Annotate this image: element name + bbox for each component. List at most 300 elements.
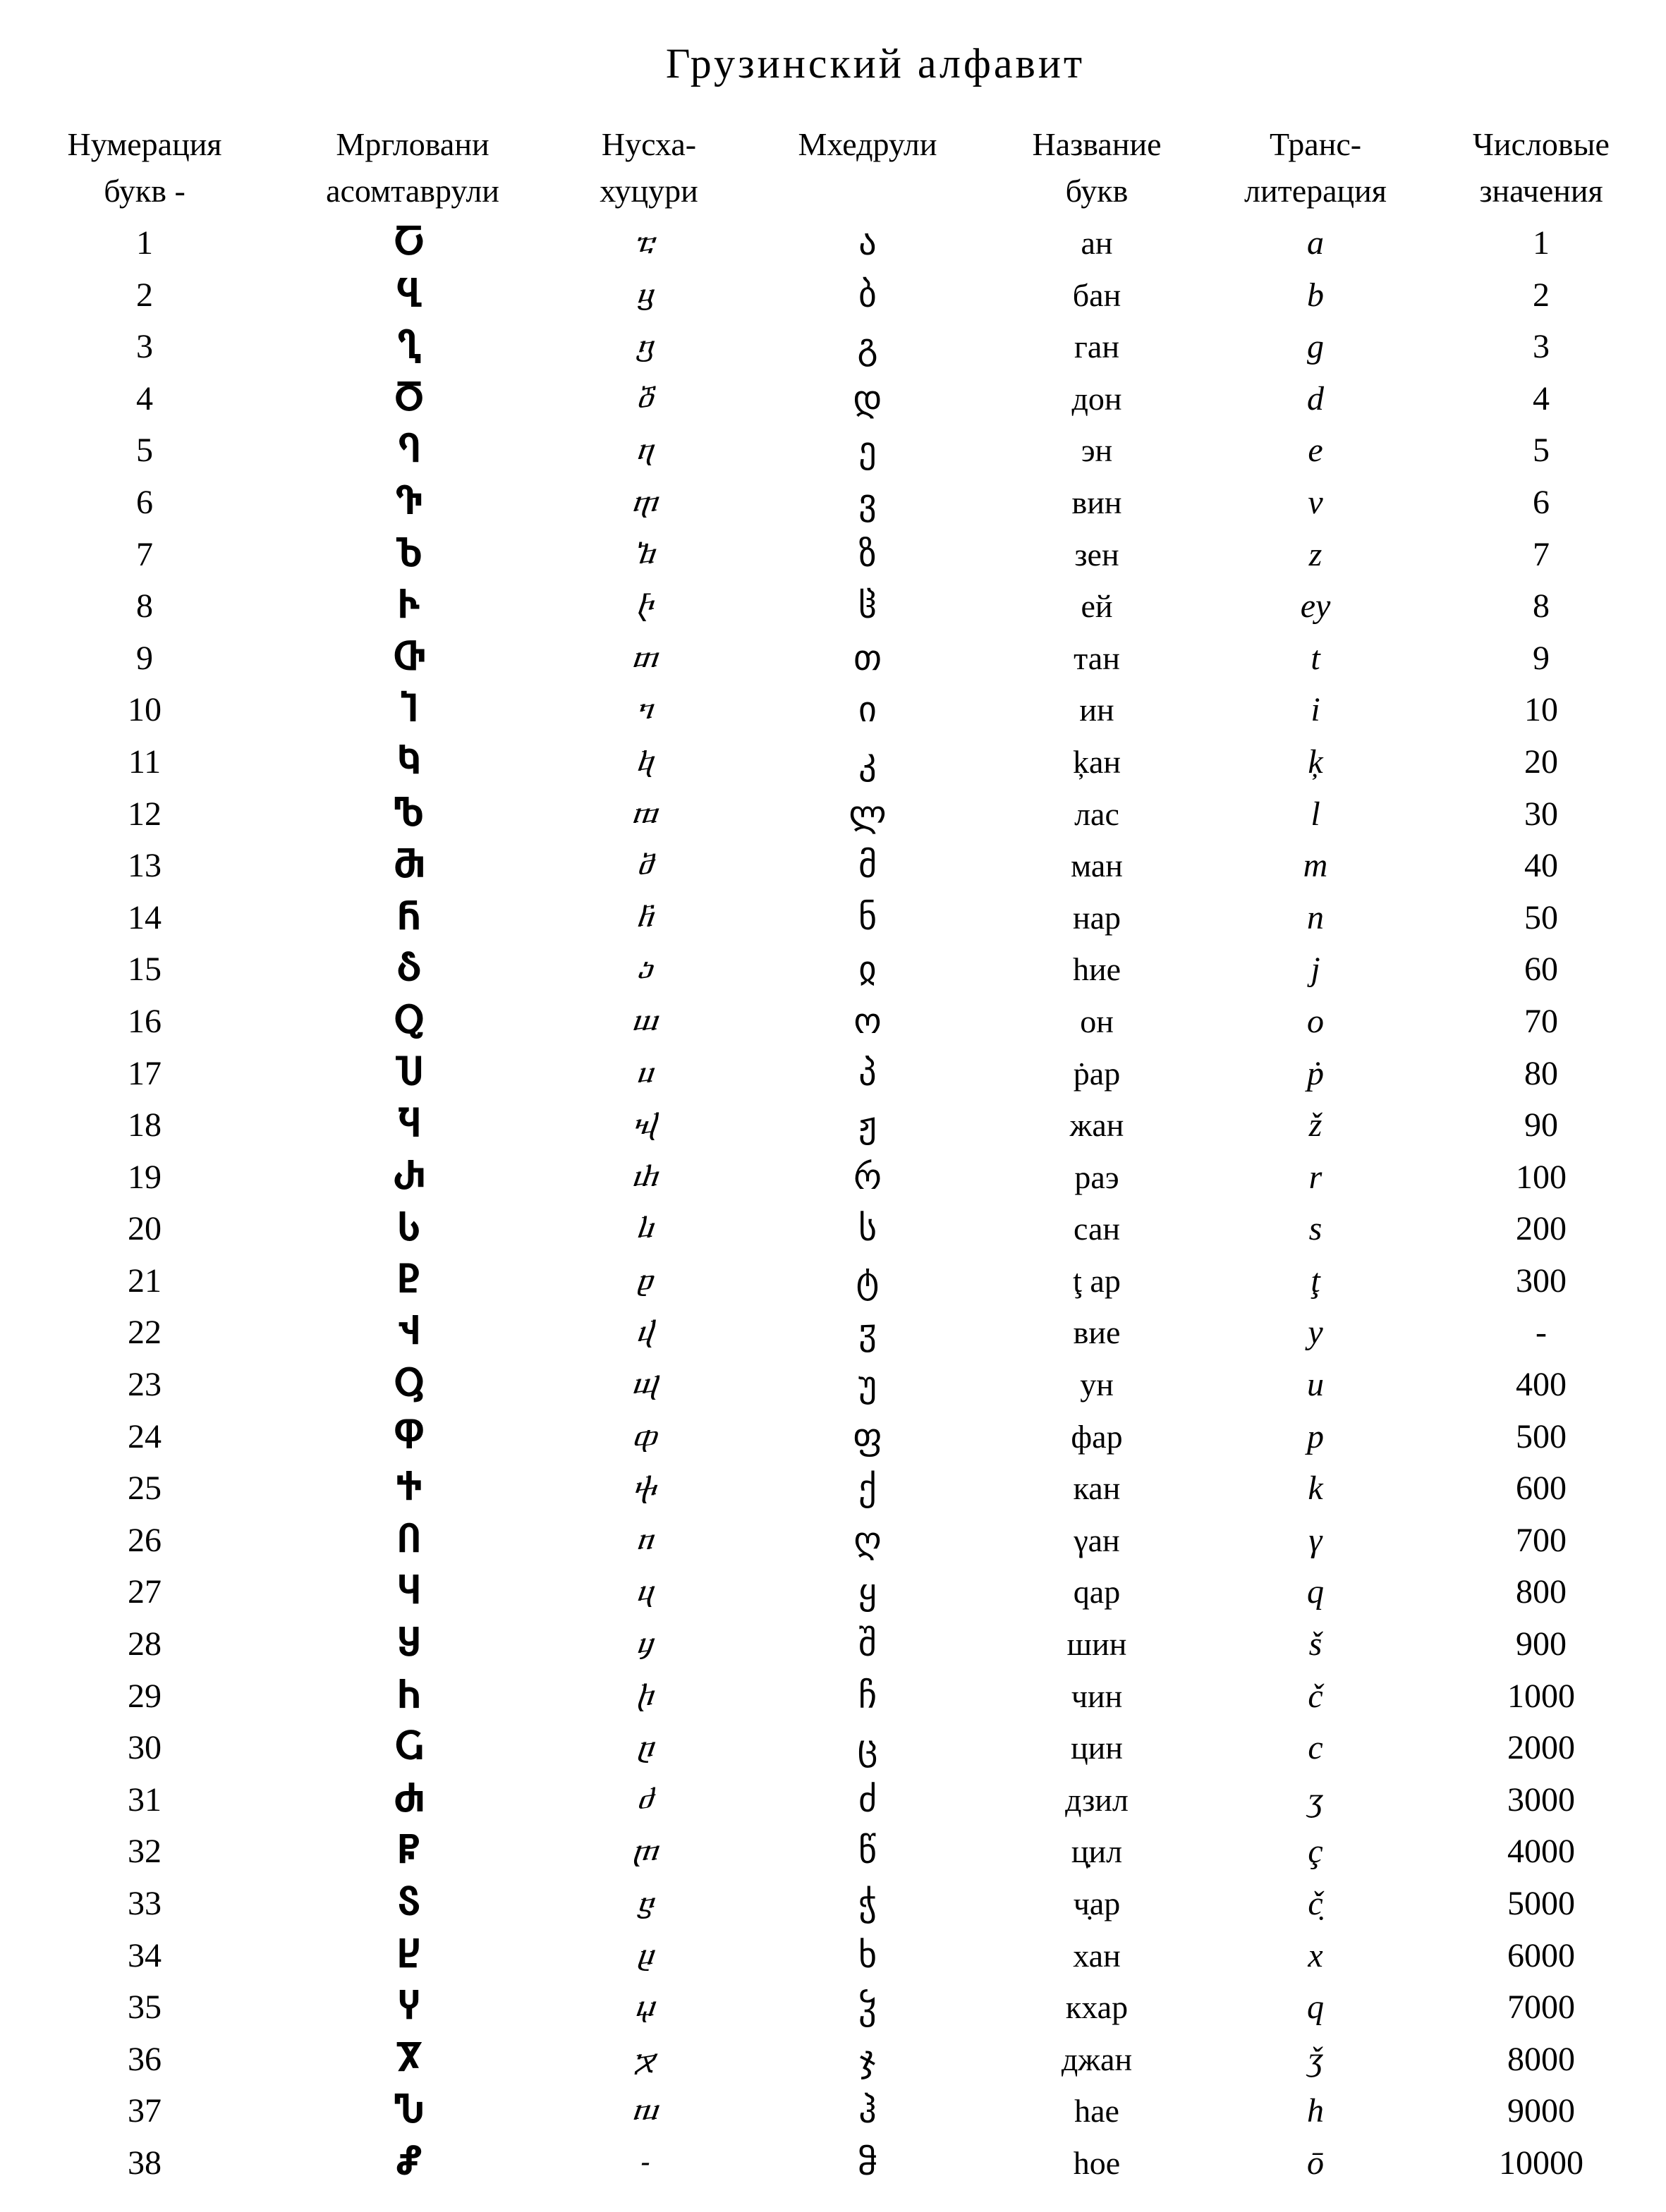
- header-numeric-values: Числовые значения: [1473, 126, 1610, 209]
- letter-name: лас: [1074, 795, 1119, 832]
- transliteration: c: [1308, 1729, 1323, 1767]
- nuskhuri-letter: ⴂ: [636, 330, 655, 363]
- table-row: [0, 892, 1666, 944]
- transliteration: h: [1307, 2092, 1324, 2130]
- letter-name: хан: [1073, 1937, 1121, 1974]
- nuskhuri-letter: ⴤ: [635, 1991, 656, 2024]
- numeric-value: -: [1536, 1314, 1547, 1352]
- asomtavruli-letter: Ⴍ: [394, 1000, 425, 1041]
- mkhedruli-letter: ჟ: [858, 1104, 877, 1146]
- letter-number: 19: [128, 1158, 162, 1196]
- letter-number: 8: [136, 587, 153, 625]
- table-row: [0, 529, 1666, 581]
- table-row: [0, 943, 1666, 996]
- numeric-value: 4000: [1507, 1833, 1575, 1871]
- letter-number: 37: [128, 2092, 162, 2130]
- table-row: [0, 580, 1666, 633]
- numeric-value: 7000: [1507, 1988, 1575, 2027]
- letter-number: 3: [136, 328, 153, 366]
- letter-name: ан: [1081, 225, 1113, 261]
- asomtavruli-letter: Ⴌ: [398, 896, 420, 938]
- numeric-value: 60: [1524, 951, 1558, 989]
- numeric-value: 2000: [1507, 1729, 1575, 1767]
- mkhedruli-letter: შ: [858, 1623, 877, 1665]
- nuskhuri-letter: ⴌ: [636, 900, 655, 934]
- nuskhuri-letter: ⴉ: [636, 745, 655, 778]
- nuskhuri-letter: ⴚ: [636, 1731, 655, 1764]
- table-row: [0, 1359, 1666, 1411]
- table-row: [0, 1151, 1666, 1204]
- numeric-value: 10: [1524, 691, 1558, 729]
- header-mkhedruli: Мхедрули: [798, 126, 937, 162]
- table-row: [0, 1618, 1666, 1670]
- letter-number: 2: [136, 276, 153, 314]
- letter-name: раэ: [1074, 1159, 1119, 1195]
- letter-name: кхар: [1065, 1989, 1129, 2026]
- transliteration: y: [1308, 1314, 1323, 1352]
- table-row: [0, 633, 1666, 685]
- mkhedruli-letter: ფ: [853, 1415, 882, 1457]
- asomtavruli-letter: Ⴒ: [398, 1259, 420, 1301]
- asomtavruli-letter: Ⴟ: [396, 2038, 422, 2079]
- nuskhuri-letter: ⴈ: [636, 693, 655, 726]
- letter-name: hae: [1074, 2093, 1119, 2129]
- table-row: [0, 321, 1666, 373]
- transliteration: p: [1307, 1417, 1324, 1455]
- numeric-value: 3000: [1507, 1780, 1575, 1819]
- mkhedruli-letter: ლ: [849, 793, 887, 834]
- letter-number: 25: [128, 1469, 162, 1508]
- numeric-value: 1000: [1507, 1677, 1575, 1715]
- nuskhuri-letter: ⴕ: [633, 1472, 658, 1505]
- numeric-value: 8000: [1507, 2040, 1575, 2078]
- table-row: [0, 1255, 1666, 1307]
- nuskhuri-letter: ⴁ: [636, 278, 655, 311]
- nuskhuri-letter: ⴒ: [636, 1264, 655, 1297]
- letter-name: сан: [1073, 1211, 1120, 1247]
- asomtavruli-letter: Ⴚ: [394, 1727, 424, 1768]
- table-row: [0, 1515, 1666, 1567]
- letter-name: hoe: [1073, 2144, 1121, 2181]
- mkhedruli-letter: ო: [853, 1000, 882, 1041]
- table-row: [0, 1826, 1666, 1878]
- letter-number: 31: [128, 1780, 162, 1819]
- letter-number: 17: [128, 1054, 162, 1092]
- transliteration: a: [1307, 224, 1324, 262]
- asomtavruli-letter: Ⴙ: [398, 1675, 420, 1716]
- letter-name: чин: [1071, 1678, 1123, 1714]
- transliteration: q: [1307, 1988, 1324, 2027]
- mkhedruli-letter: ჯ: [859, 2038, 876, 2079]
- numeric-value: 200: [1516, 1210, 1567, 1248]
- numeric-value: 6: [1533, 483, 1550, 521]
- table-row: [0, 1203, 1666, 1255]
- mkhedruli-letter: ჵ: [858, 2141, 877, 2183]
- asomtavruli-letter: Ⴞ: [398, 1934, 420, 1976]
- transliteration: č: [1308, 1677, 1323, 1715]
- letter-number: 15: [128, 951, 162, 989]
- numeric-value: 100: [1516, 1158, 1567, 1196]
- letter-name: жан: [1069, 1107, 1124, 1144]
- numeric-value: 400: [1516, 1366, 1567, 1404]
- mkhedruli-letter: დ: [853, 377, 882, 419]
- transliteration: k: [1308, 1469, 1323, 1508]
- nuskhuri-letter: ⴆ: [634, 537, 657, 570]
- asomtavruli-letter: Ⴀ: [394, 222, 425, 263]
- transliteration: ǯ: [1308, 2040, 1323, 2078]
- asomtavruli-letter: Ⴂ: [397, 326, 421, 367]
- transliteration: z: [1308, 535, 1323, 573]
- letter-number: 1: [136, 224, 153, 262]
- numeric-value: 2: [1533, 276, 1550, 314]
- asomtavruli-letter: Ⴕ: [396, 1467, 422, 1509]
- header-mrglovani: Мргловани асомтаврули: [326, 126, 499, 209]
- asomtavruli-letter: Ⴤ: [399, 1986, 420, 2028]
- transliteration: ey: [1300, 587, 1331, 625]
- table-row: [0, 840, 1666, 892]
- letter-number: 36: [128, 2040, 162, 2078]
- letter-name: вин: [1071, 484, 1122, 520]
- letter-number: 5: [136, 432, 153, 470]
- numeric-value: 50: [1524, 898, 1558, 936]
- nuskhuri-letter: ⴇ: [631, 641, 659, 674]
- mkhedruli-letter: ე: [858, 429, 877, 471]
- mkhedruli-letter: ჭ: [858, 1883, 877, 1924]
- letter-name: ей: [1081, 588, 1113, 625]
- asomtavruli-letter: Ⴆ: [396, 533, 422, 575]
- nuskhuri-letter: ⴍ: [631, 1004, 659, 1037]
- transliteration: s: [1308, 1210, 1323, 1248]
- nuskhuri-letter: ⴑ: [636, 1212, 655, 1245]
- numeric-value: 900: [1516, 1625, 1567, 1663]
- letter-name: бан: [1072, 276, 1121, 313]
- letter-name: ṗар: [1073, 1055, 1121, 1092]
- table-row: [0, 1566, 1666, 1618]
- letter-number: 30: [128, 1729, 162, 1767]
- nuskhuri-letter: ⴝ: [636, 1887, 655, 1919]
- transliteration: o: [1307, 1002, 1324, 1040]
- letter-number: 26: [128, 1521, 162, 1559]
- transliteration: l: [1311, 795, 1320, 833]
- nuskhuri-letter: ⴠ: [631, 2094, 659, 2127]
- letter-name: ман: [1071, 848, 1123, 884]
- mkhedruli-letter: ჲ: [858, 948, 877, 990]
- asomtavruli-letter: Ⴈ: [401, 689, 418, 731]
- asomtavruli-letter: Ⴢ: [396, 948, 422, 990]
- mkhedruli-letter: ყ: [858, 1571, 877, 1613]
- letter-number: 33: [128, 1885, 162, 1922]
- letter-name: эн: [1081, 432, 1113, 469]
- letter-name: дзил: [1065, 1781, 1129, 1818]
- table-row: [0, 1048, 1666, 1100]
- letter-name: ţ ар: [1073, 1262, 1121, 1299]
- letter-name: вие: [1073, 1314, 1121, 1351]
- letter-number: 21: [128, 1261, 162, 1300]
- nuskhuri-letter: ⴛ: [636, 1783, 655, 1816]
- mkhedruli-letter: ღ: [853, 1519, 882, 1560]
- mkhedruli-letter: ი: [858, 689, 877, 731]
- letter-number: 23: [128, 1366, 162, 1404]
- asomtavruli-letter: Ⴡ: [399, 585, 420, 627]
- numeric-value: 6000: [1507, 1936, 1575, 1974]
- letter-name: дон: [1071, 380, 1122, 417]
- nuskhuri-letter: ⴘ: [636, 1627, 655, 1661]
- mkhedruli-letter: ტ: [856, 1259, 880, 1301]
- table-row: [0, 1307, 1666, 1359]
- numeric-value: 700: [1516, 1521, 1567, 1559]
- mkhedruli-letter: ც: [857, 1727, 878, 1768]
- nuskhuri-letter: ⴞ: [636, 1938, 655, 1972]
- transliteration: č̣: [1308, 1885, 1323, 1922]
- asomtavruli-letter: Ⴐ: [393, 1156, 425, 1197]
- letter-number: 6: [136, 483, 153, 521]
- mkhedruli-letter: ჴ: [858, 1986, 877, 2028]
- letter-name: ц̣ил: [1071, 1833, 1123, 1870]
- numeric-value: 40: [1524, 847, 1558, 885]
- transliteration: b: [1307, 276, 1324, 314]
- letter-name: γан: [1074, 1522, 1120, 1558]
- letter-number: 22: [128, 1314, 162, 1352]
- nuskhuri-letter: ⴣ: [636, 1316, 655, 1349]
- asomtavruli-letter: Ⴄ: [398, 429, 420, 471]
- table-row: [0, 1981, 1666, 2034]
- mkhedruli-letter: ჩ: [858, 1675, 877, 1716]
- letter-number: 9: [136, 639, 153, 677]
- transliteration: γ: [1308, 1521, 1323, 1559]
- mkhedruli-letter: ა: [858, 222, 877, 263]
- nuskhuri-letter: ⴏ: [633, 1108, 658, 1142]
- letter-number: 29: [128, 1677, 162, 1715]
- letter-name: джан: [1061, 2041, 1133, 2077]
- table-row: [0, 684, 1666, 736]
- numeric-value: 9000: [1507, 2092, 1575, 2130]
- asomtavruli-letter: Ⴜ: [398, 1831, 420, 1872]
- letter-number: 34: [128, 1936, 162, 1974]
- table-row: [0, 217, 1666, 269]
- letter-number: 38: [128, 2144, 162, 2182]
- numeric-value: 5000: [1507, 1885, 1575, 1922]
- alphabet-table: [0, 217, 1666, 2189]
- transliteration: q: [1307, 1573, 1324, 1611]
- asomtavruli-letter: Ⴛ: [394, 1778, 425, 1820]
- letter-number: 4: [136, 379, 153, 417]
- mkhedruli-letter: ბ: [858, 274, 877, 315]
- numeric-value: 70: [1524, 1002, 1558, 1040]
- letter-name: шин: [1066, 1626, 1127, 1663]
- letter-number: 10: [128, 691, 162, 729]
- transliteration: m: [1303, 847, 1328, 885]
- letter-number: 24: [128, 1417, 162, 1455]
- table-row: [0, 1462, 1666, 1515]
- mkhedruli-letter: ს: [858, 1208, 877, 1249]
- letter-number: 13: [128, 847, 162, 885]
- mkhedruli-letter: კ: [858, 740, 877, 782]
- table-row: [0, 2085, 1666, 2137]
- mkhedruli-letter: ჰ: [858, 2090, 877, 2132]
- asomtavruli-letter: Ⴋ: [393, 845, 425, 886]
- table-row: [0, 1878, 1666, 1930]
- mkhedruli-letter: ზ: [858, 533, 877, 575]
- header-nuskha: Нусха- хуцури: [600, 126, 698, 209]
- asomtavruli-letter: Ⴎ: [395, 1052, 423, 1094]
- mkhedruli-letter: წ: [858, 1831, 877, 1872]
- numeric-value: 90: [1524, 1106, 1558, 1144]
- nuskhuri-letter: ⴃ: [636, 381, 655, 415]
- transliteration: i: [1311, 691, 1320, 729]
- letter-number: 35: [128, 1988, 162, 2027]
- nuskhuri-letter: ⴜ: [631, 1835, 659, 1868]
- numeric-value: 3: [1533, 328, 1550, 366]
- transliteration: š: [1308, 1625, 1323, 1663]
- nuskhuri-letter: ⴄ: [636, 434, 655, 467]
- table-row: [0, 1774, 1666, 1826]
- letter-name: ч̣ар: [1073, 1886, 1121, 1921]
- letter-number: 18: [128, 1106, 162, 1144]
- mkhedruli-letter: ნ: [858, 896, 877, 938]
- numeric-value: 500: [1516, 1417, 1567, 1455]
- nuskhuri-letter: ⴓ: [631, 1368, 659, 1401]
- table-row: [0, 1930, 1666, 1982]
- table-row: [0, 269, 1666, 322]
- header-numbering: Нумерация букв -: [67, 126, 222, 209]
- asomtavruli-letter: Ⴓ: [394, 1364, 425, 1405]
- letter-number: 14: [128, 898, 162, 936]
- letter-name: он: [1080, 1003, 1114, 1039]
- asomtavruli-letter: Ⴇ: [393, 637, 425, 678]
- nuskhuri-letter: ⴔ: [632, 1419, 659, 1453]
- asomtavruli-letter: Ⴝ: [398, 1883, 420, 1924]
- mkhedruli-letter: ქ: [858, 1467, 877, 1509]
- letter-name: ķан: [1072, 743, 1121, 780]
- nuskhuri-letter: -: [640, 2146, 650, 2179]
- table-row: [0, 736, 1666, 788]
- nuskhuri-letter: ⴗ: [636, 1575, 655, 1608]
- mkhedruli-letter: ძ: [858, 1778, 877, 1820]
- letter-name: тан: [1074, 640, 1120, 676]
- letter-name: ун: [1080, 1367, 1114, 1403]
- table-row: [0, 477, 1666, 529]
- table-row: [0, 1722, 1666, 1774]
- numeric-value: 300: [1516, 1261, 1567, 1300]
- mkhedruli-letter: მ: [858, 845, 877, 886]
- nuskhuri-letter: ⴟ: [633, 2042, 658, 2075]
- asomtavruli-letter: Ⴣ: [399, 1312, 420, 1353]
- nuskhuri-letter: ⴙ: [636, 1679, 655, 1712]
- transliteration: x: [1308, 1936, 1323, 1974]
- numeric-value: 30: [1524, 795, 1558, 833]
- table-row: [0, 2034, 1666, 2086]
- nuskhuri-letter: ⴐ: [631, 1160, 659, 1193]
- numeric-value: 5: [1533, 432, 1550, 470]
- letter-number: 28: [128, 1625, 162, 1663]
- asomtavruli-letter: Ⴉ: [398, 740, 420, 782]
- letter-number: 11: [128, 743, 162, 781]
- table-row: [0, 424, 1666, 477]
- mkhedruli-letter: უ: [858, 1364, 877, 1405]
- numeric-value: 10000: [1499, 2144, 1583, 2182]
- nuskhuri-letter: ⴎ: [636, 1056, 655, 1089]
- nuskhuri-letter: ⴢ: [636, 953, 655, 986]
- table-row: [0, 373, 1666, 425]
- letter-name: нар: [1072, 899, 1121, 936]
- transliteration: ķ: [1308, 743, 1323, 781]
- letter-name: ган: [1074, 329, 1119, 365]
- letter-number: 12: [128, 795, 162, 833]
- nuskhuri-letter: ⴋ: [636, 849, 655, 882]
- table-row: [0, 2137, 1666, 2189]
- header-transliteration: Транс- литерация: [1244, 126, 1387, 209]
- transliteration: ʒ: [1308, 1780, 1323, 1819]
- transliteration: d: [1307, 379, 1324, 417]
- letter-number: 7: [136, 535, 153, 573]
- nuskhuri-letter: ⴡ: [636, 589, 655, 623]
- mkhedruli-letter: ჱ: [858, 585, 877, 627]
- table-row: [0, 1670, 1666, 1723]
- letter-name: цин: [1071, 1730, 1123, 1766]
- numeric-value: 600: [1516, 1469, 1567, 1508]
- asomtavruli-letter: Ⴥ: [396, 2141, 422, 2183]
- asomtavruli-letter: Ⴑ: [398, 1208, 420, 1249]
- asomtavruli-letter: Ⴁ: [396, 274, 422, 315]
- mkhedruli-letter: ჳ: [858, 1312, 877, 1353]
- numeric-value: 80: [1524, 1054, 1558, 1092]
- transliteration: n: [1307, 898, 1324, 936]
- transliteration: ç: [1308, 1833, 1323, 1871]
- asomtavruli-letter: Ⴖ: [398, 1519, 420, 1560]
- letter-number: 20: [128, 1210, 162, 1248]
- transliteration: e: [1308, 432, 1323, 470]
- numeric-value: 7: [1533, 535, 1550, 573]
- mkhedruli-letter: ვ: [858, 481, 877, 523]
- numeric-value: 800: [1516, 1573, 1567, 1611]
- transliteration: v: [1308, 483, 1323, 521]
- mkhedruli-letter: ხ: [858, 1934, 877, 1976]
- nuskhuri-letter: ⴖ: [636, 1523, 655, 1556]
- letter-number: 32: [128, 1833, 162, 1871]
- letter-number: 27: [128, 1573, 162, 1611]
- mkhedruli-letter: პ: [858, 1052, 877, 1094]
- table-row: [0, 1099, 1666, 1151]
- numeric-value: 9: [1533, 639, 1550, 677]
- mkhedruli-letter: რ: [853, 1156, 882, 1197]
- table-row: [0, 996, 1666, 1048]
- letter-name: ин: [1079, 692, 1114, 728]
- asomtavruli-letter: Ⴠ: [394, 2090, 425, 2132]
- transliteration: u: [1307, 1366, 1324, 1404]
- header-name: Название букв: [1032, 126, 1162, 209]
- nuskhuri-letter: ⴀ: [634, 226, 657, 259]
- letter-name: зен: [1074, 536, 1119, 573]
- page-title: Грузинский алфавит: [665, 40, 1086, 87]
- asomtavruli-letter: Ⴅ: [395, 481, 423, 523]
- transliteration: j: [1311, 951, 1320, 989]
- table-row: [0, 788, 1666, 841]
- numeric-value: 8: [1533, 587, 1550, 625]
- asomtavruli-letter: Ⴃ: [394, 377, 424, 419]
- numeric-value: 4: [1533, 379, 1550, 417]
- numeric-value: 20: [1524, 743, 1558, 781]
- numeric-value: 1: [1533, 224, 1550, 262]
- asomtavruli-letter: Ⴊ: [394, 793, 425, 834]
- transliteration: ţ: [1311, 1261, 1320, 1300]
- transliteration: g: [1307, 328, 1324, 366]
- mkhedruli-letter: გ: [857, 326, 878, 367]
- asomtavruli-letter: Ⴗ: [398, 1571, 420, 1613]
- asomtavruli-letter: Ⴘ: [398, 1623, 420, 1665]
- letter-name: hие: [1072, 951, 1121, 988]
- asomtavruli-letter: Ⴔ: [394, 1415, 425, 1457]
- letter-number: 16: [128, 1002, 162, 1040]
